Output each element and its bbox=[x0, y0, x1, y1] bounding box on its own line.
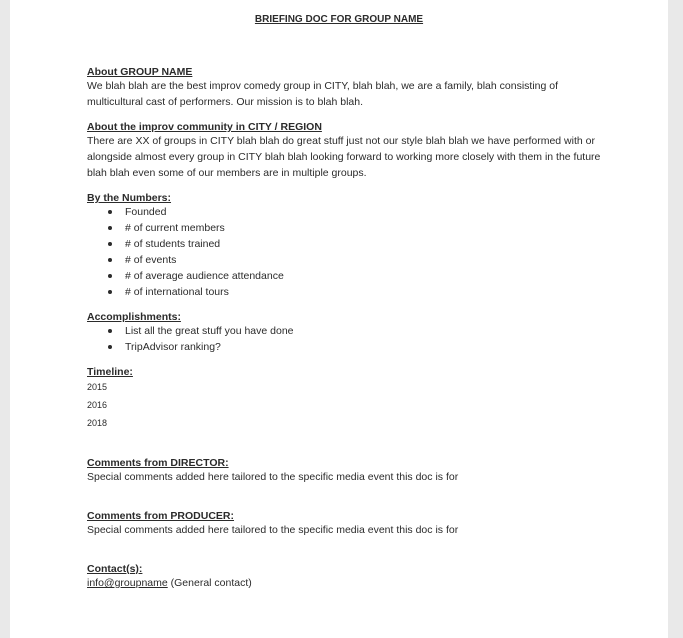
document-page bbox=[10, 0, 668, 638]
section-about-group bbox=[87, 67, 668, 110]
timeline-year: 2018 bbox=[87, 418, 108, 428]
spacer bbox=[87, 432, 668, 458]
list-item-text: TripAdvisor ranking? bbox=[125, 341, 221, 353]
list-item-text: # of current members bbox=[125, 222, 225, 234]
bullet-icon bbox=[108, 345, 112, 349]
accomplishments-list bbox=[87, 323, 668, 355]
bullet-icon bbox=[108, 290, 112, 294]
section-accomplishments bbox=[87, 312, 668, 355]
spacer bbox=[87, 538, 668, 564]
list-item bbox=[125, 220, 668, 236]
bullet-icon bbox=[108, 274, 112, 278]
section-timeline bbox=[87, 367, 668, 432]
bullet-icon bbox=[108, 242, 112, 246]
bullet-icon bbox=[108, 258, 112, 262]
bullet-icon bbox=[108, 210, 112, 214]
list-item bbox=[125, 323, 668, 339]
paragraph-producer: Special comments added here tailored to the specific media event this doc is for bbox=[87, 524, 459, 536]
timeline-year: 2015 bbox=[87, 382, 108, 392]
heading-timeline: Timeline: bbox=[87, 366, 133, 378]
heading-contacts: Contact(s): bbox=[87, 563, 143, 575]
contact-line bbox=[87, 575, 607, 591]
section-producer bbox=[87, 511, 668, 538]
heading-about-community: About the improv community in CITY / REGION bbox=[87, 121, 322, 133]
list-item-text: # of events bbox=[125, 254, 177, 266]
list-item bbox=[125, 236, 668, 252]
bullet-icon bbox=[108, 226, 112, 230]
list-item-text: # of international tours bbox=[125, 286, 229, 298]
heading-producer: Comments from PRODUCER: bbox=[87, 510, 235, 522]
numbers-list bbox=[87, 204, 668, 300]
spacer bbox=[87, 355, 668, 367]
paragraph-about-community: There are XX of groups in CITY blah blah do great stuff just not our style blah blah we have performed with or alongside almost every group in CITY blah blah looking forward to working more closely with them in the future blah blah even some of our members are in multiple groups. bbox=[87, 135, 601, 179]
paragraph-about-group: We blah blah are the best improv comedy group in CITY, blah blah, we are a family, blah consisting of multicultural cast of performers. Our mission is to blah blah. bbox=[87, 80, 559, 108]
list-item-text: # of students trained bbox=[125, 238, 221, 250]
list-item-text: List all the great stuff you have done bbox=[125, 325, 294, 337]
section-about-community bbox=[87, 122, 668, 181]
bullet-icon bbox=[108, 329, 112, 333]
heading-numbers: By the Numbers: bbox=[87, 192, 172, 204]
section-director bbox=[87, 458, 668, 485]
timeline-year: 2016 bbox=[87, 400, 108, 410]
paragraph-director: Special comments added here tailored to the specific media event this doc is for bbox=[87, 471, 459, 483]
document-title: BRIEFING DOC FOR GROUP NAME bbox=[254, 14, 424, 25]
heading-about-group: About GROUP NAME bbox=[87, 66, 193, 78]
heading-accomplishments: Accomplishments: bbox=[87, 311, 181, 323]
section-numbers bbox=[87, 193, 668, 300]
list-item-text: # of average audience attendance bbox=[125, 270, 284, 282]
list-item bbox=[125, 339, 668, 355]
spacer bbox=[87, 485, 668, 511]
section-contacts bbox=[87, 564, 668, 591]
heading-director: Comments from DIRECTOR: bbox=[87, 457, 229, 469]
list-item bbox=[125, 284, 668, 300]
list-item-text: Founded bbox=[125, 206, 167, 218]
list-item bbox=[125, 252, 668, 268]
contact-email-link[interactable]: info@groupname bbox=[87, 577, 168, 589]
list-item bbox=[125, 204, 668, 220]
contact-note: (General contact) bbox=[167, 577, 252, 589]
list-item bbox=[125, 268, 668, 284]
spacer bbox=[87, 181, 668, 193]
